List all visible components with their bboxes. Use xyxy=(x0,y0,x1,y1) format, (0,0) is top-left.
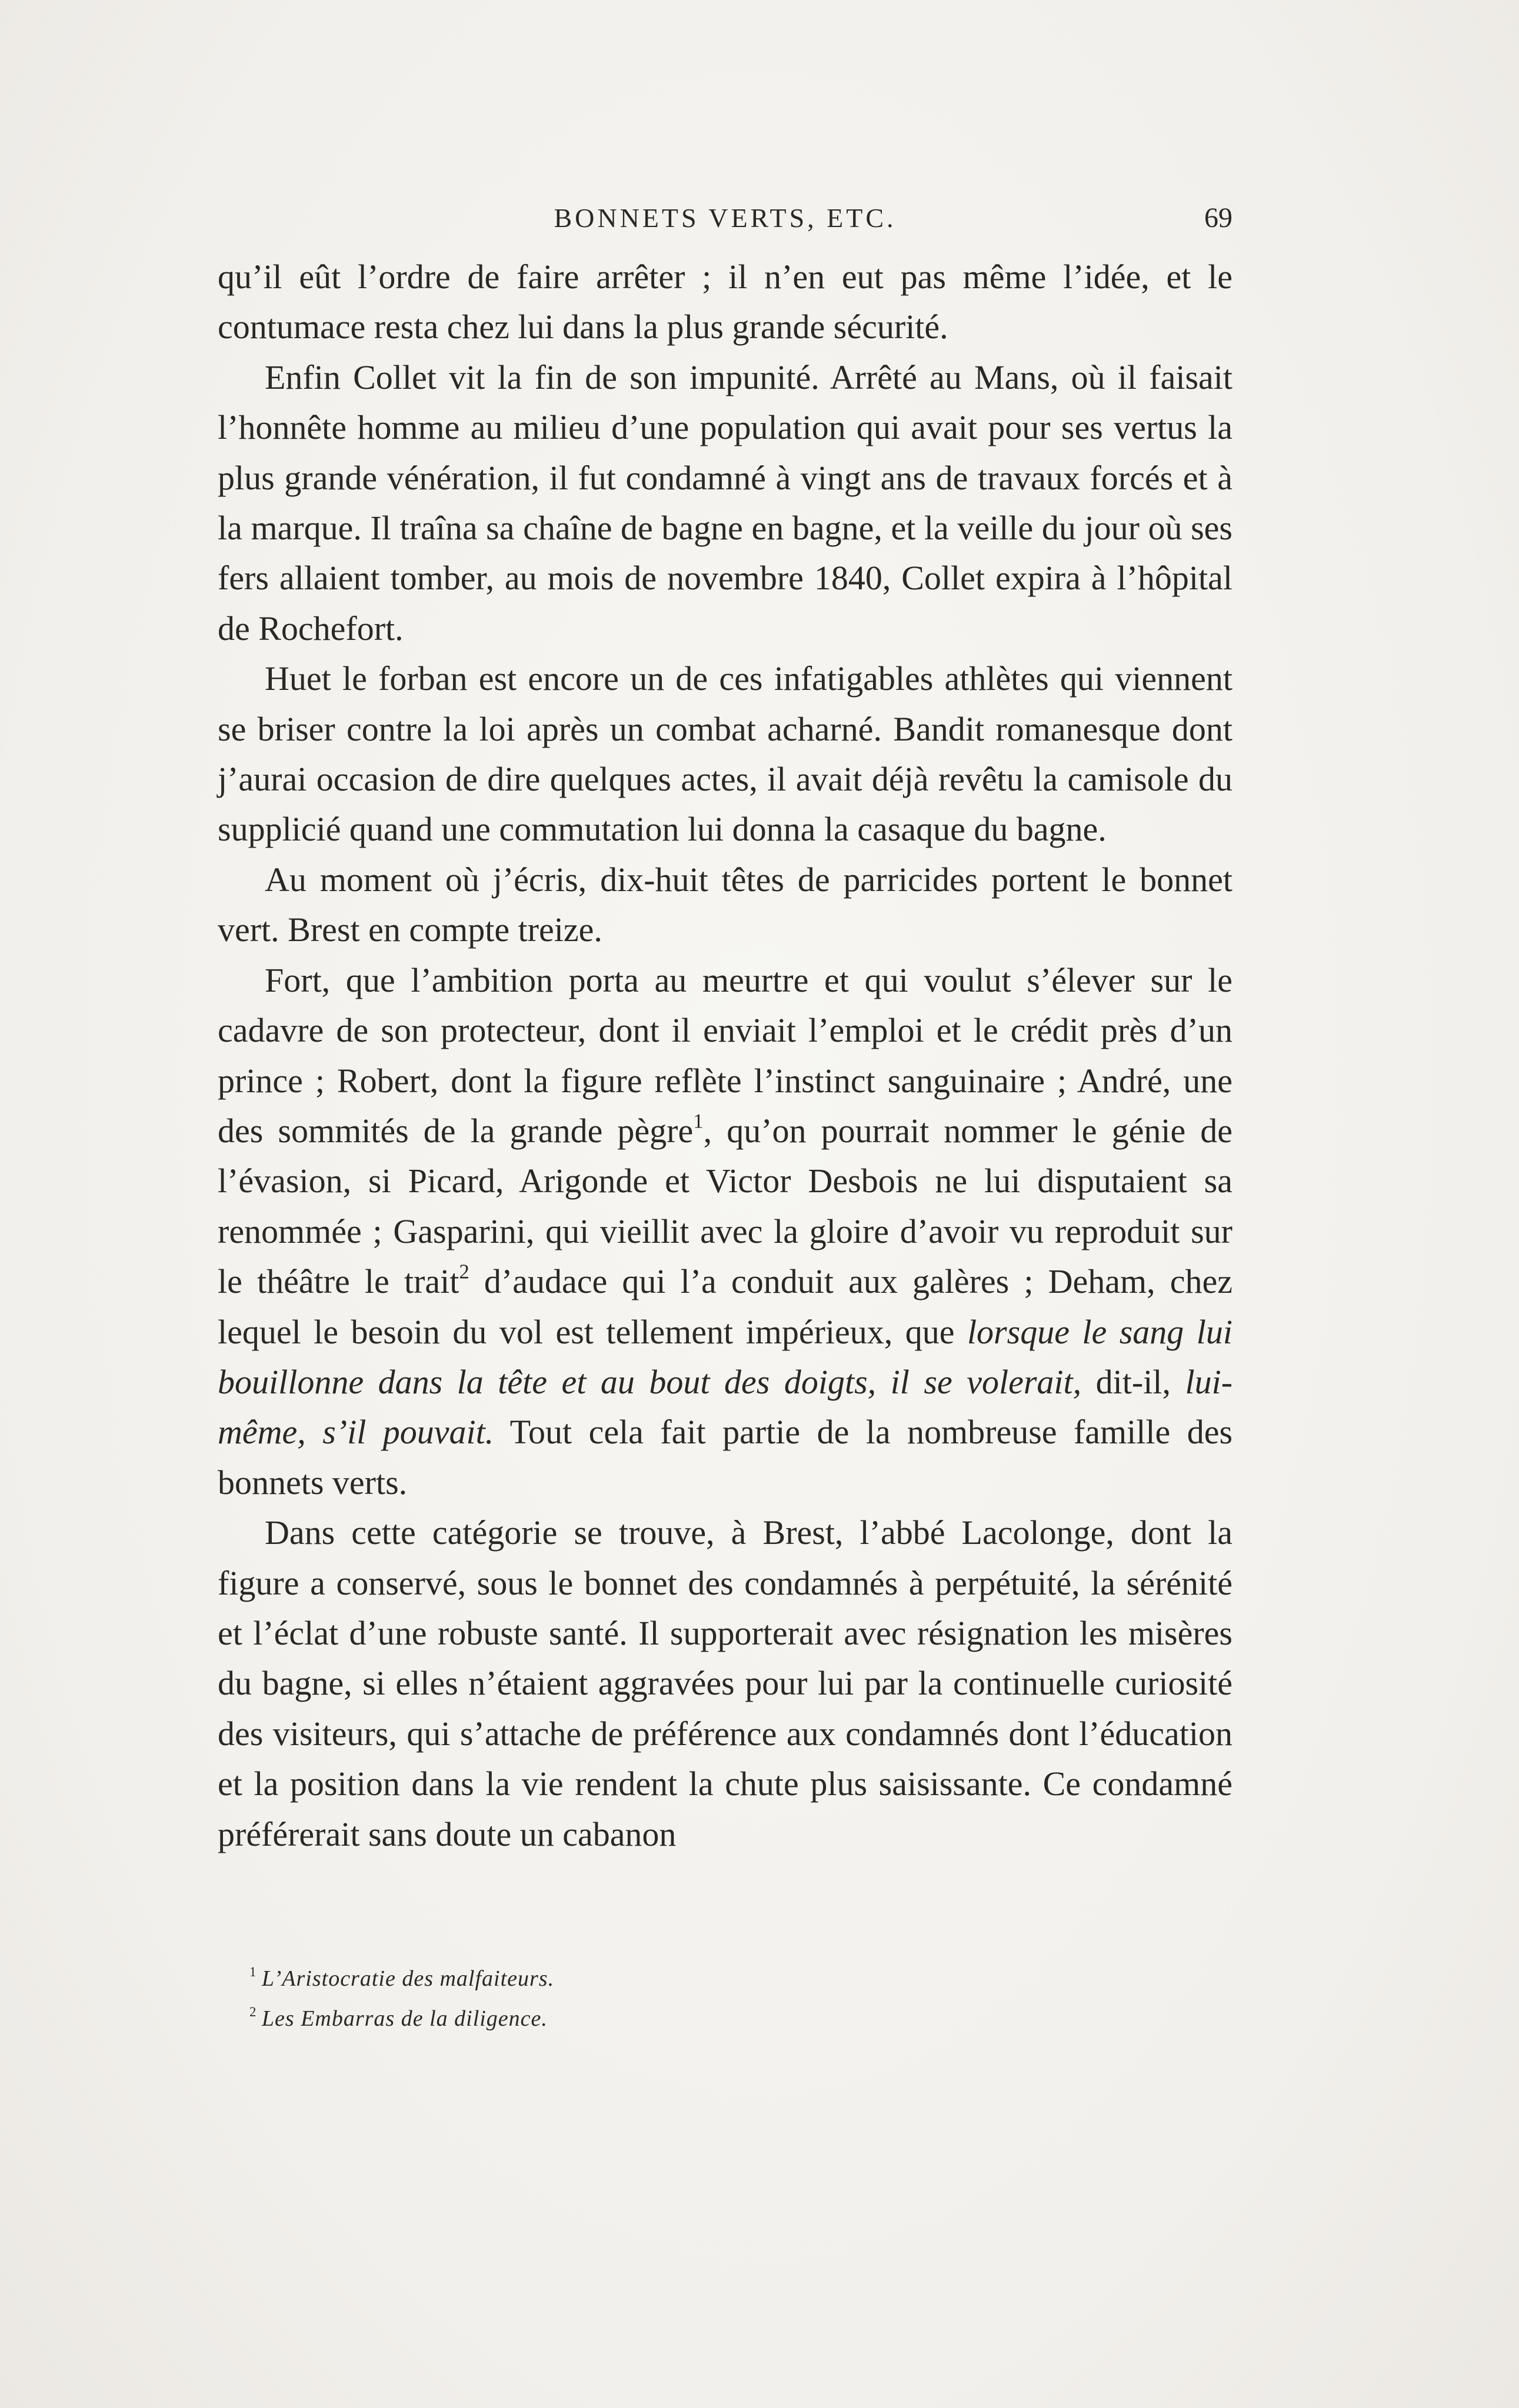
page-number: 69 xyxy=(1204,202,1232,234)
footnote-text: Les Embarras de la diligence. xyxy=(261,2006,548,2031)
paragraph-2: Enfin Collet vit la fin de son impunité. Arrêté au Mans, où il faisait l’honnête homme au milieu d’une population qui avait pour ses vertus la plus grande vénération, il fut condamné à vingt ans de travaux forcés et à la marque. Il traîna sa chaîne de bagne en bagne, et la veille du jour où ses fers allaient tomber, au mois de novembre 1840, Collet expira à l’hôpital de Rochefort. xyxy=(218,358,1232,648)
paragraph-5-part-d: dit-il, xyxy=(1095,1362,1171,1401)
paragraph-5-part-a: Fort, que l’ambition porta au meurtre et qui voulut s’élever sur le cadavre de son protecteur, dont il enviait l’emploi et le crédit près d’un prince ; Robert, dont la figure reflète l’instinct sanguinaire ; André, une des sommités de la grande pègre xyxy=(218,960,1232,1150)
paragraph-1: qu’il eût l’ordre de faire arrêter ; il n’en eut pas même l’idée, et le contumace resta chez lui dans la plus grande sécurité. xyxy=(218,258,1232,346)
body-text xyxy=(218,252,1232,1859)
footnote-marker: 1 xyxy=(249,1965,257,1980)
paragraph-6: Dans cette catégorie se trouve, à Brest, l’abbé Lacolonge, dont la figure a conservé, sous le bonnet des condamnés à perpétuité, la sérénité et l’éclat d’une robuste santé. Il supporterait avec résignation les misères du bagne, si elles n’étaient aggravées pour lui par la continuelle curiosité des visiteurs, qui s’attache de préférence aux condamnés dont l’éducation et la position dans la vie rendent la chute plus saisissante. Ce condamné préférerait sans doute un cabanon xyxy=(218,1513,1232,1853)
paragraph-5-part-c: d’audace qui l’a conduit aux galères ; Deham, chez lequel le besoin du vol est tellement impérieux, que xyxy=(218,1262,1232,1351)
paragraph-3: Huet le forban est encore un de ces infatigables athlètes qui viennent se briser contre la loi après un combat acharné. Bandit romanesque dont j’aurai occasion de dire quelques actes, il avait déjà revêtu la camisole du supplicié quand une commutation lui donna la casaque du bagne. xyxy=(218,659,1232,849)
footnote-text: L’Aristocratie des malfaiteurs. xyxy=(261,1966,555,1991)
page-header xyxy=(218,198,1232,239)
footnote-2 xyxy=(218,1999,1232,2039)
italic-quote-2: lui-même, s’il pouvait. xyxy=(218,1362,1233,1452)
running-title: BONNETS VERTS, ETC. xyxy=(554,203,897,233)
italic-quote-1: lorsque le sang lui bouillonne dans la tête et au bout des doigts, il se volerait, xyxy=(218,1312,1232,1401)
paragraph-5-part-b: , qu’on pourrait nommer le génie de l’évasion, si Picard, Arigonde et Victor Desbois ne lui disputaient sa renommée ; Gasparini, qui vieillit avec la gloire d’avoir vu reproduit sur le théâtre le trait xyxy=(218,1111,1233,1301)
footnotes xyxy=(218,1959,1232,2039)
footnote-marker: 2 xyxy=(249,2005,257,2020)
footnote-ref-2: 2 xyxy=(459,1260,469,1283)
paragraph-5 xyxy=(218,955,1232,1507)
footnote-1 xyxy=(218,1959,1232,1999)
paragraph-4: Au moment où j’écris, dix-huit têtes de parricides portent le bonnet vert. Brest en compte treize. xyxy=(218,860,1232,949)
paragraph-5-part-e: Tout cela fait partie de la nombreuse famille des bonnets verts. xyxy=(218,1413,1233,1502)
footnote-ref-1: 1 xyxy=(693,1109,704,1133)
